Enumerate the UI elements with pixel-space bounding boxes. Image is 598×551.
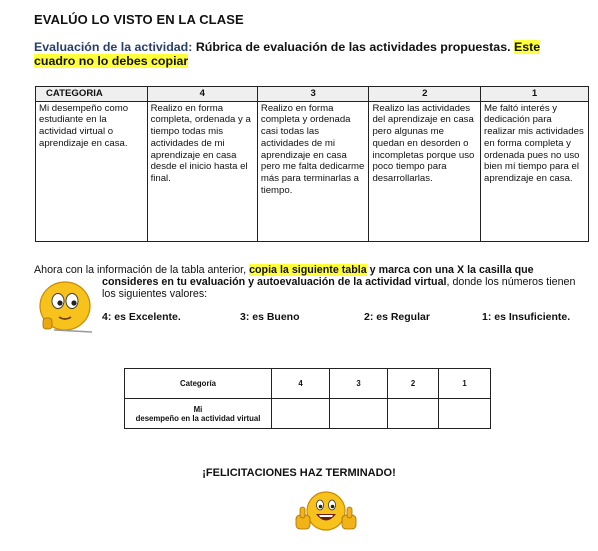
scale-bueno: 3: es Bueno [240,311,300,323]
scale-regular: 2: es Regular [364,311,430,323]
evaluation-note [34,40,579,68]
self-table-row-label-line2: desempeño en la actividad virtual [135,413,261,423]
instructions-bold-2: consideres en tu evaluación y autoevaluación de la actividad virtual [102,276,447,288]
rubric-header-categoria: CATEGORIA [36,87,148,102]
self-table-row [125,399,491,429]
rubric-cell-category: Mi desempeño como estudiante en la actividad virtual o aprendizaje en casa. [36,101,148,241]
self-table-header-row [125,369,491,399]
thumbs-up-emoji-icon [292,485,360,541]
rubric-header-row [36,87,589,102]
rubric-header-2: 2 [369,87,481,102]
self-table-cell-1[interactable] [439,399,491,429]
instructions-start: Ahora con la información de la tabla anterior, [34,264,250,276]
evaluation-label: Evaluación de la actividad: [34,40,193,54]
instructions-line-1 [34,264,590,276]
rubric-header-4: 4 [147,87,257,102]
self-table-header-1: 1 [439,369,491,399]
rubric-header-3: 3 [257,87,369,102]
instructions-highlight: copia la siguiente tabla [249,264,367,276]
rubric-cell-3: Realizo en forma completa y ordenada casi todas las actividades de mi aprendizaje en casa pero me falta dedicarme más para terminarlas a tiempo. [257,101,369,241]
self-table-cell-3[interactable] [330,399,388,429]
self-table-header-2: 2 [388,369,439,399]
self-table-cell-4[interactable] [272,399,330,429]
self-table-header-categoria: Categoría [125,369,272,399]
instructions-bold: y marca con una X la casilla que [366,264,534,276]
page-heading: EVALÚO LO VISTO EN LA CLASE [34,12,244,27]
instructions-line-2 [102,276,584,300]
rubric-cell-4: Realizo en forma completa, ordenada y a tiempo todas mis actividades de mi aprendizaje en casa desde el inicio hasta el final. [147,101,257,241]
rubric-row [36,101,589,241]
thinking-emoji-icon [34,278,96,334]
rubric-header-1: 1 [481,87,589,102]
rubric-table [35,86,589,242]
instructions-rest: , donde los números tienen los siguientes valores: [102,276,576,300]
congratulations-text: ¡FELICITACIONES HAZ TERMINADO! [202,467,396,479]
self-table-cell-2[interactable] [388,399,439,429]
scale-excelente: 4: es Excelente. [102,311,181,323]
self-table-header-4: 4 [272,369,330,399]
rubric-cell-1: Me faltó interés y dedicación para realizar mis actividades en forma completa y ordenada pues no uso bien mí tiempo para el aprendizaje en casa. [481,101,589,241]
self-evaluation-table [124,368,491,429]
rubric-cell-2: Realizo las actividades del aprendizaje en casa pero algunas me quedan en desorden o incompletas porque uso poco tiempo para desarrollarlas. [369,101,481,241]
scale-insuficiente: 1: es Insuficiente. [482,311,571,323]
evaluation-text: Rúbrica de evaluación de las actividades propuestas. [192,40,514,54]
self-table-row-label [125,399,272,429]
evaluation-highlight: Este cuadro no lo debes copiar [34,40,541,68]
self-table-header-3: 3 [330,369,388,399]
self-table-row-label-line1: Mi [193,404,203,414]
